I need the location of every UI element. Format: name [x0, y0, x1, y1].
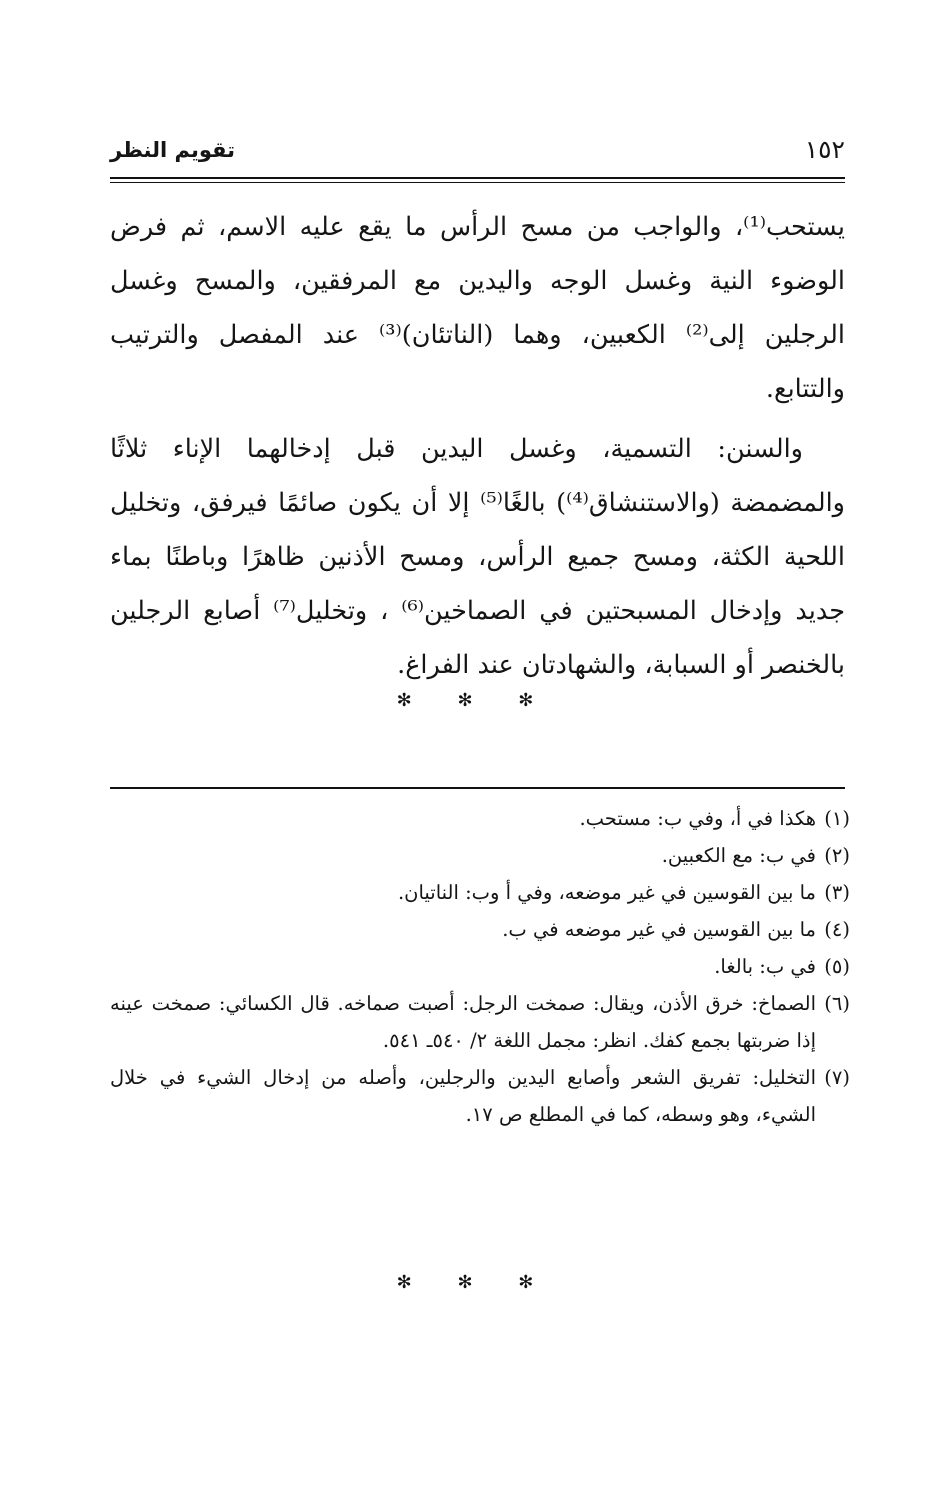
footnote-text: في ب: بالغا.	[714, 955, 816, 978]
footnote-number: (٦)	[824, 992, 850, 1015]
footnote-6	[110, 985, 850, 1059]
footnote-text: ما بين القوسين في غير موضعه، وفي أ وب: الناتيان.	[397, 881, 816, 904]
page-header	[110, 132, 845, 176]
footnote-text: في ب: مع الكعبين.	[661, 844, 816, 867]
paragraph-1: يستحب⁽¹⁾، والواجب من مسح الرأس ما يقع عليه الاسم، ثم فرض الوضوء النية وغسل الوجه واليدين مع المرفقين، والمسح وغسل الرجلين إلى⁽²⁾ الكعبين، وهما (الناتئان)⁽³⁾ عند المفصل والترتيب والتتابع.	[110, 212, 846, 404]
footnote-text: الصماخ: خرق الأذن، ويقال: صمخت الرجل: أصبت صماخه. قال الكسائي: صمخت عينه إذا ضربتها بجمع كفك. انظر: مجمل اللغة ٢/ ٥٤٠ـ ٥٤١.	[110, 992, 816, 1052]
footnote-number: (٥)	[824, 955, 850, 978]
footnote-text: ما بين القوسين في غير موضعه في ب.	[502, 918, 816, 941]
header-double-rule	[110, 177, 845, 183]
footnote-3	[110, 874, 850, 911]
footnote-number: (٢)	[824, 844, 850, 867]
running-title: تقويم النظر	[110, 138, 236, 162]
section-separator-bottom: ✻ ✻ ✻	[396, 1272, 554, 1293]
footnotes	[110, 800, 850, 1133]
footnote-number: (٧)	[824, 1066, 850, 1089]
footnote-number: (١)	[824, 807, 850, 830]
footnote-4	[110, 911, 850, 948]
footnote-1	[110, 800, 850, 837]
footnote-rule	[110, 787, 845, 789]
footnote-7	[110, 1059, 850, 1133]
footnote-text: هكذا في أ، وفي ب: مستحب.	[579, 807, 816, 830]
paragraph-2: والسنن: التسمية، وغسل اليدين قبل إدخالهما الإناء ثلاثًا والمضمضة (والاستنشاق⁽⁴⁾) بالغًا⁽⁵⁾ إلا أن يكون صائمًا فيرفق، وتخليل اللحية الكثة، ومسح جميع الرأس، ومسح الأذنين ظاهرًا وباطنًا بماء جديد وإدخال المسبحتين في الصماخين⁽⁶⁾ ، وتخليل⁽⁷⁾ أصابع الرجلين بالخنصر أو السبابة، والشهادتان عند الفراغ.	[110, 434, 845, 680]
footnote-number: (٣)	[824, 881, 850, 904]
page-number: ١٥٢	[804, 135, 845, 164]
footnote-text: التخليل: تفريق الشعر وأصابع اليدين والرجلين، وأصله من إدخال الشيء في خلال الشيء، وهو وسطه، كما في المطلع ص ١٧.	[110, 1066, 816, 1126]
footnote-number: (٤)	[824, 918, 850, 941]
section-separator-top: ✻ ✻ ✻	[396, 690, 554, 711]
footnote-5	[110, 948, 850, 985]
main-text	[110, 200, 845, 692]
footnote-2	[110, 837, 850, 874]
